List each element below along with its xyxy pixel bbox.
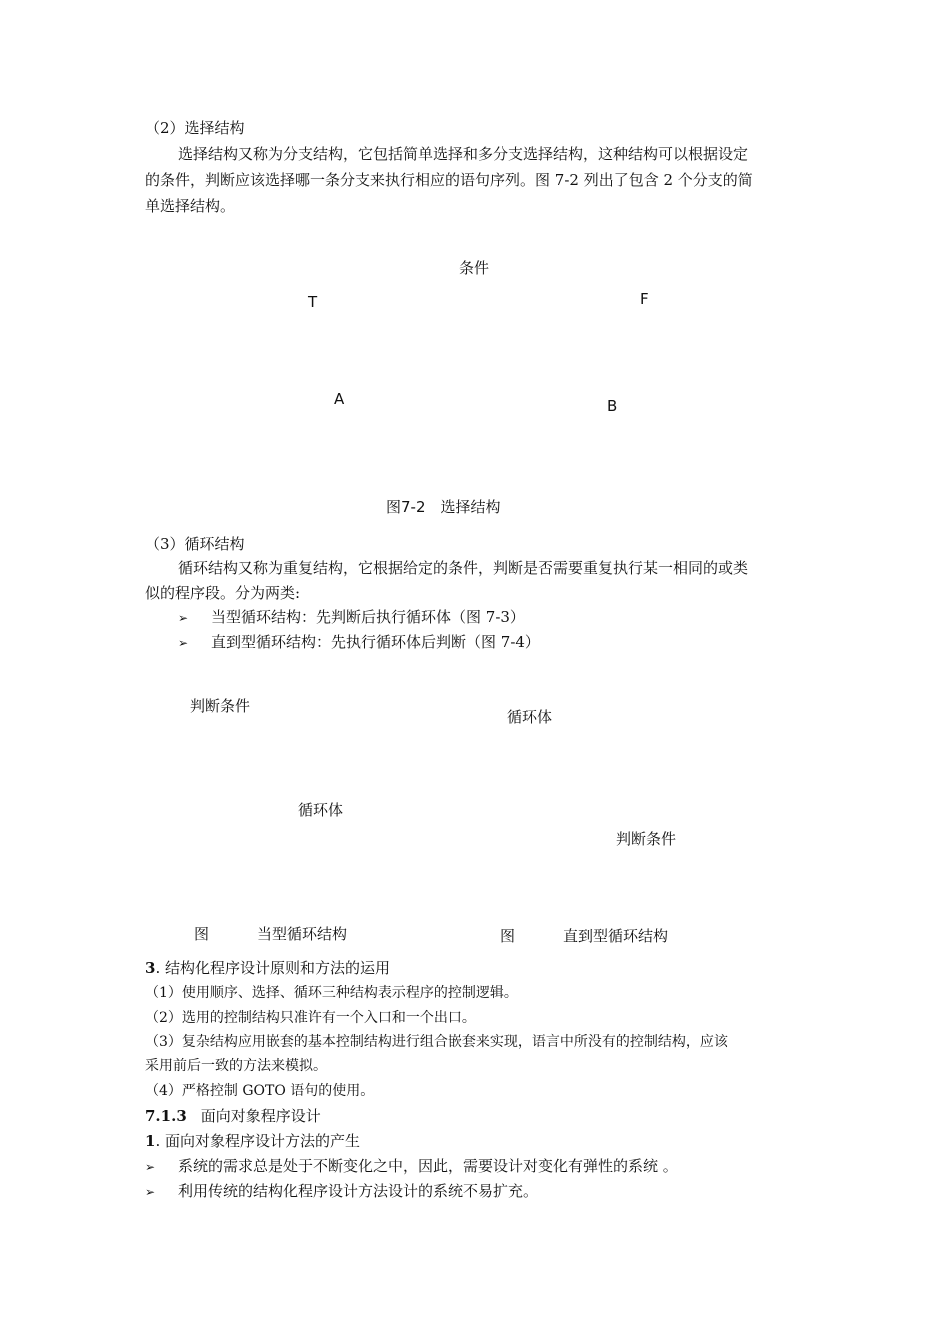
section-number: 7.1.3 <box>145 1107 187 1125</box>
bullet-item: 系统的需求总是处于不断变化之中，因此，需要设计对变化有弹性的系统 。 <box>178 1157 678 1175</box>
principles-number: 3 <box>145 959 156 977</box>
principle-item: （2）选用的控制结构只准许有一个入口和一个出口。 <box>145 1010 476 1026</box>
fig73-body-label: 循环体 <box>298 801 344 819</box>
fig72-branch-a-label: A <box>334 390 345 408</box>
arrowhead-bullet-icon: ➢ <box>145 1160 156 1174</box>
section-title: 面向对象程序设计 <box>200 1107 321 1125</box>
bullet-item: 当型循环结构：先判断后执行循环体（图 7-3） <box>211 608 525 626</box>
subsection-title: . 面向对象程序设计方法的产生 <box>155 1132 360 1150</box>
fig72-caption: 图7-2 选择结构 <box>386 498 501 516</box>
fig73-caption-title: 当型循环结构 <box>257 925 348 943</box>
bullet-item: 利用传统的结构化程序设计方法设计的系统不易扩充。 <box>178 1182 539 1200</box>
fig74-body-label: 循环体 <box>507 708 553 726</box>
fig74-condition-label: 判断条件 <box>616 830 677 848</box>
paragraph-line: 循环结构又称为重复结构，它根据给定的条件，判断是否需要重复执行某一相同的或类 <box>178 559 749 577</box>
fig74-caption-title: 直到型循环结构 <box>563 927 669 945</box>
fig74-caption-prefix: 图 <box>500 927 516 945</box>
subsection-heading <box>145 1131 360 1151</box>
arrowhead-bullet-icon: ➢ <box>145 1185 156 1199</box>
paragraph-line: 似的程序段。分为两类: <box>145 584 301 602</box>
section-heading-loop: （3）循环结构 <box>145 535 245 553</box>
fig72-branch-b-label: B <box>607 397 618 415</box>
principle-item: （4）严格控制 GOTO 语句的使用。 <box>145 1083 375 1099</box>
principle-item: （1）使用顺序、选择、循环三种结构表示程序的控制逻辑。 <box>145 985 518 1001</box>
section-heading-selection: （2）选择结构 <box>145 119 245 137</box>
principles-title: . 结构化程序设计原则和方法的运用 <box>155 959 390 977</box>
fig73-condition-label: 判断条件 <box>190 697 251 715</box>
fig72-false-label: F <box>640 290 649 308</box>
principles-heading <box>145 958 390 978</box>
fig72-condition-label: 条件 <box>459 259 490 277</box>
fig72-true-label: T <box>308 293 318 311</box>
section-heading-oop <box>145 1106 321 1126</box>
arrowhead-bullet-icon: ➢ <box>178 611 189 625</box>
arrowhead-bullet-icon: ➢ <box>178 636 189 650</box>
principle-item: （3）复杂结构应用嵌套的基本控制结构进行组合嵌套来实现，语言中所没有的控制结构，应该 <box>145 1034 728 1050</box>
fig73-caption-prefix: 图 <box>194 925 210 943</box>
paragraph-line: 选择结构又称为分支结构，它包括简单选择和多分支选择结构，这种结构可以根据设定 <box>178 145 749 163</box>
subsection-number: 1 <box>145 1132 156 1150</box>
paragraph-line: 的条件，判断应该选择哪一条分支来执行相应的语句序列。图 7-2 列出了包含 2 个分支的简 <box>145 171 753 189</box>
bullet-item: 直到型循环结构：先执行循环体后判断（图 7-4） <box>211 633 540 651</box>
principle-item: 采用前后一致的方法来模拟。 <box>145 1058 327 1074</box>
paragraph-line: 单选择结构。 <box>145 197 236 215</box>
